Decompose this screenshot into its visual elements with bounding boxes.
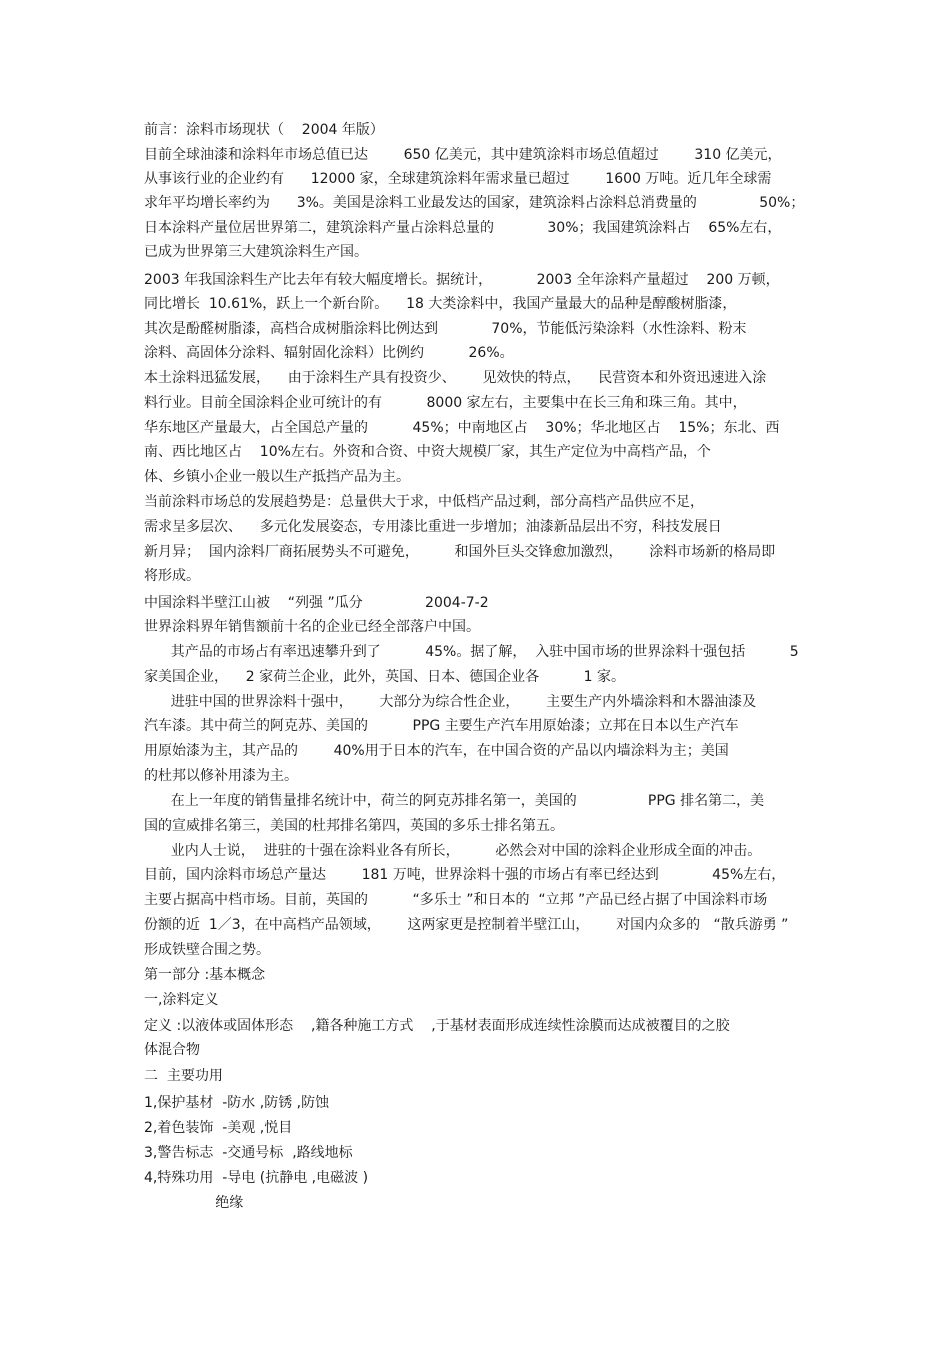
- text-line: 的杜邦以修补用漆为主。: [144, 768, 298, 784]
- text-line: 目前全球油漆和涂料年市场总值已达 650 亿美元，其中建筑涂料市场总值超过 310 亿美元，: [144, 147, 782, 163]
- text-line: 目前，国内涂料市场总产量达 181 万吨，世界涂料十强的市场占有率已经达到 45%左右，: [144, 867, 786, 883]
- list-item: 4,特殊功用 -导电 (抗静电 ,电磁波 ): [144, 1170, 369, 1186]
- text-line: 新月异； 国内涂料厂商拓展势头不可避免， 和国外巨头交锋愈加激烈， 涂料市场新的格局即: [144, 544, 776, 560]
- text-line: 在上一年度的销售量排名统计中，荷兰的阿克苏排名第一，美国的 PPG 排名第二，美: [144, 793, 765, 809]
- list-item: 1,保护基材 -防水 ,防锈 ,防蚀: [144, 1095, 330, 1111]
- text-line: 同比增长 10.61%，跃上一个新台阶。 18 大类涂料中，我国产量最大的品种是醇酸树脂漆，: [144, 296, 737, 312]
- text-line: 用原始漆为主，其产品的 40%用于日本的汽车，在中国合资的产品以内墙涂料为主；美国: [144, 743, 729, 759]
- text-line: 形成铁壁合围之势。: [144, 942, 270, 958]
- text-line: 2003 年我国涂料生产比去年有较大幅度增长。据统计， 2003 全年涂料产量超过 200 万顿，: [144, 272, 780, 288]
- text-line: 其次是酚醛树脂漆，高档合成树脂涂料比例达到 70%，节能低污染涂料（水性涂料、粉末: [144, 321, 747, 337]
- text-line: 份额的近 1／3，在中高档产品领域， 这两家更是控制着半壁江山， 对国内众多的 “散兵游勇 ”: [144, 917, 789, 933]
- list-item: 2,着色装饰 -美观 ,悦目: [144, 1120, 293, 1136]
- text-line: 业内人士说， 进驻的十强在涂料业各有所长， 必然会对中国的涂料企业形成全面的冲击。: [144, 843, 762, 859]
- section-heading: 第一部分 :基本概念: [144, 967, 266, 983]
- subsection-heading: 一,涂料定义: [144, 992, 219, 1008]
- article-title: 中国涂料半壁江山被 “列强 ”瓜分 2004-7-2: [144, 595, 489, 611]
- text-line: 主要占据高中档市场。目前，英国的 “多乐士 ”和日本的 “立邦 ”产品已经占据了中国涂料市场: [144, 892, 768, 908]
- text-line: 国的宣威排名第三，美国的杜邦排名第四，英国的多乐士排名第五。: [144, 818, 564, 834]
- text-line: 南、西比地区占 10%左右。外资和合资、中资大规模厂家，其生产定位为中高档产品，个: [144, 444, 711, 460]
- text-line: 体混合物: [144, 1042, 200, 1058]
- text-line: 日本涂料产量位居世界第二，建筑涂料产量占涂料总量的 30%；我国建筑涂料占 65%左右，: [144, 220, 782, 236]
- text-line: 从事该行业的企业约有 12000 家，全球建筑涂料年需求量已超过 1600 万吨。近几年全球需: [144, 171, 772, 187]
- list-item-continuation: 绝缘: [144, 1195, 244, 1211]
- text-line: 家美国企业， 2 家荷兰企业，此外，英国、日本、德国企业各 1 家。: [144, 669, 626, 685]
- text-line: 进驻中国的世界涂料十强中， 大部分为综合性企业， 主要生产内外墙涂料和木器油漆及: [144, 694, 757, 710]
- text-line: 已成为世界第三大建筑涂料生产国。: [144, 244, 368, 260]
- text-line: 汽车漆。其中荷兰的阿克苏、美国的 PPG 主要生产汽车用原始漆；立邦在日本以生产汽车: [144, 718, 739, 734]
- text-line: 求年平均增长率约为 3%。美国是涂料工业最发达的国家，建筑涂料占涂料总消费量的 50%；: [144, 195, 805, 211]
- text-line: 本土涂料迅猛发展， 由于涂料生产具有投资少、 见效快的特点， 民营资本和外资迅速进入涂: [144, 370, 767, 386]
- text-line: 将形成。: [144, 568, 200, 584]
- text-line: 华东地区产量最大，占全国总产量的 45%；中南地区占 30%；华北地区占 15%；东北、西: [144, 420, 780, 436]
- subsection-heading: 二 主要功用: [144, 1068, 223, 1084]
- text-line: 定义 :以液体或固体形态 ,籍各种施工方式 ,于基材表面形成连续性涂膜而达成被覆目的之胶: [144, 1018, 730, 1034]
- text-line: 体、乡镇小企业一般以生产抵挡产品为主。: [144, 469, 410, 485]
- text-line: 世界涂料界年销售额前十名的企业已经全部落户中国。: [144, 619, 480, 635]
- text-line: 当前涂料市场总的发展趋势是：总量供大于求，中低档产品过剩，部分高档产品供应不足，: [144, 494, 704, 510]
- preface-title: 前言：涂料市场现状（ 2004 年版）: [144, 122, 384, 138]
- list-item: 3,警告标志 -交通号标 ,路线地标: [144, 1145, 353, 1161]
- text-line: 料行业。目前全国涂料企业可统计的有 8000 家左右，主要集中在长三角和珠三角。其中，: [144, 395, 747, 411]
- text-line: 涂料、高固体分涂料、辐射固化涂料）比例约 26%。: [144, 345, 514, 361]
- text-line: 其产品的市场占有率迅速攀升到了 45%。据了解， 入驻中国市场的世界涂料十强包括 5: [144, 644, 799, 660]
- text-line: 需求呈多层次、 多元化发展姿态，专用漆比重进一步增加；油漆新品层出不穷，科技发展日: [144, 519, 722, 535]
